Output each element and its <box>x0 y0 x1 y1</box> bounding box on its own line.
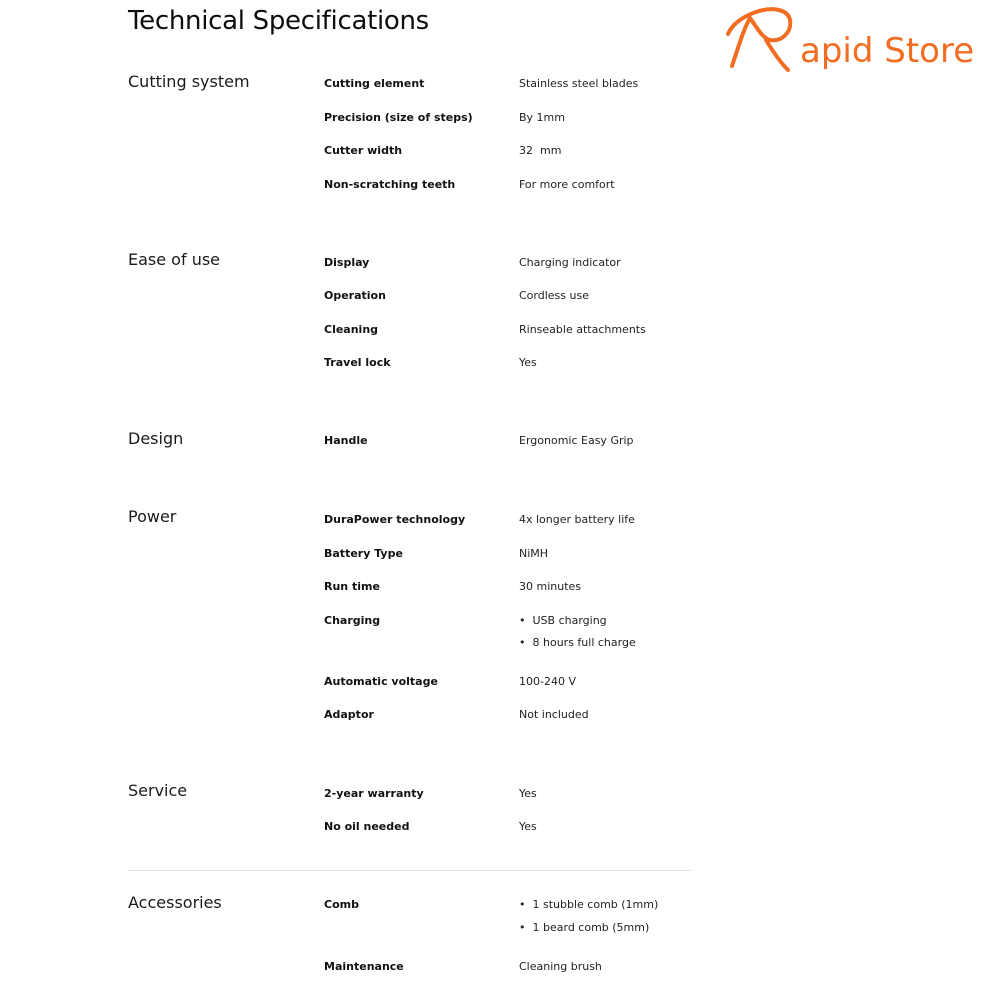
spec-key-cleaning: Cleaning <box>324 323 379 336</box>
spec-value-charging-hours: • 8 hours full charge <box>519 636 636 649</box>
section-accessories: Accessories <box>128 893 222 912</box>
spec-key-precision: Precision (size of steps) <box>324 111 473 124</box>
spec-key-charging: Charging <box>324 614 381 627</box>
spec-value-operation: Cordless use <box>519 289 589 302</box>
spec-value-comb-beard: • 1 beard comb (5mm) <box>519 921 649 934</box>
rapid-store-logo <box>726 4 976 76</box>
page-title: Technical Specifications <box>128 6 429 36</box>
section-power: Power <box>128 507 177 526</box>
spec-value-cutter-width: 32 mm <box>519 144 562 157</box>
spec-value-battery-type: NiMH <box>519 547 549 560</box>
spec-key-handle: Handle <box>324 434 368 447</box>
spec-value-cleaning: Rinseable attachments <box>519 323 646 336</box>
spec-value-non-scratching-teeth: For more comfort <box>519 178 615 191</box>
spec-key-travel-lock: Travel lock <box>324 356 391 369</box>
spec-value-precision: By 1mm <box>519 111 565 124</box>
spec-key-non-scratching-teeth: Non-scratching teeth <box>324 178 456 191</box>
spec-value-no-oil: Yes <box>519 820 537 833</box>
spec-key-warranty: 2-year warranty <box>324 787 424 800</box>
spec-key-operation: Operation <box>324 289 386 302</box>
section-cutting-system: Cutting system <box>128 72 250 91</box>
spec-value-display: Charging indicator <box>519 256 621 269</box>
spec-value-automatic-voltage: 100-240 V <box>519 675 576 688</box>
spec-key-cutter-width: Cutter width <box>324 144 403 157</box>
spec-value-run-time: 30 minutes <box>519 580 582 593</box>
spec-key-cutting-element: Cutting element <box>324 77 425 90</box>
spec-value-cutting-element: Stainless steel blades <box>519 77 639 90</box>
section-divider <box>128 870 692 871</box>
spec-value-comb-stubble: • 1 stubble comb (1mm) <box>519 898 658 911</box>
spec-key-automatic-voltage: Automatic voltage <box>324 675 438 688</box>
spec-key-durapower: DuraPower technology <box>324 513 466 526</box>
spec-value-warranty: Yes <box>519 787 537 800</box>
svg-text:apid Store: apid Store <box>800 31 975 71</box>
spec-value-maintenance: Cleaning brush <box>519 960 602 973</box>
spec-key-display: Display <box>324 256 370 269</box>
spec-key-no-oil: No oil needed <box>324 820 410 833</box>
section-ease-of-use: Ease of use <box>128 250 221 269</box>
spec-value-travel-lock: Yes <box>519 356 537 369</box>
section-design: Design <box>128 429 184 448</box>
section-service: Service <box>128 781 188 800</box>
rapid-store-logo-graphic <box>726 4 976 76</box>
spec-value-handle: Ergonomic Easy Grip <box>519 434 634 447</box>
spec-key-adaptor: Adaptor <box>324 708 374 721</box>
spec-key-maintenance: Maintenance <box>324 960 404 973</box>
spec-key-run-time: Run time <box>324 580 380 593</box>
spec-value-charging-usb: • USB charging <box>519 614 607 627</box>
spec-key-battery-type: Battery Type <box>324 547 403 560</box>
spec-key-comb: Comb <box>324 898 359 911</box>
spec-value-adaptor: Not included <box>519 708 589 721</box>
spec-value-durapower: 4x longer battery life <box>519 513 635 526</box>
